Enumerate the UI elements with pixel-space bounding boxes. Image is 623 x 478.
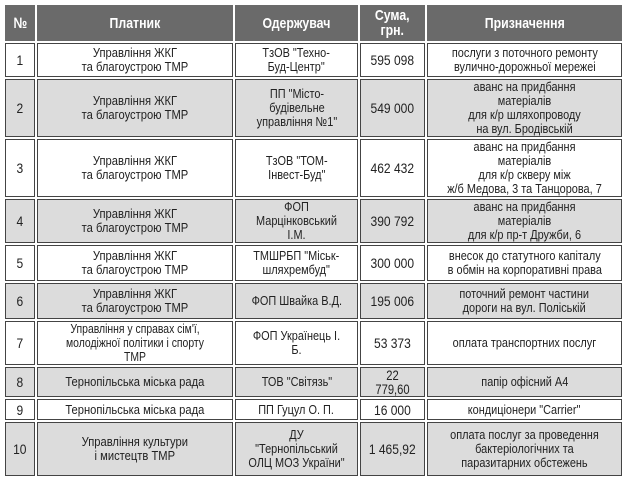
row-purpose: аванс на придбання матеріалів для к/р шляхопроводу на вул. Бродівській xyxy=(427,79,622,137)
table-row xyxy=(5,199,622,243)
row-recipient: ПП "Місто- будівельне управління №1" xyxy=(235,79,358,137)
row-amount: 595 098 xyxy=(360,43,425,77)
row-payer: Управління ЖКГ та благоустрою ТМР xyxy=(37,43,233,77)
row-purpose: аванс на придбання матеріалів для к/р пр-т Дружби, 6 xyxy=(427,199,622,243)
row-number: 2 xyxy=(5,79,35,137)
row-amount: 390 792 xyxy=(360,199,425,243)
table-row xyxy=(5,139,622,197)
table-row xyxy=(5,245,622,281)
row-purpose: послуги з поточного ремонту вулично-дорожньої мережеі xyxy=(427,43,622,77)
row-amount: 53 373 xyxy=(360,321,425,365)
table-row xyxy=(5,422,622,476)
table-row xyxy=(5,283,622,319)
table-row xyxy=(5,399,622,420)
row-amount: 549 000 xyxy=(360,79,425,137)
row-payer: Управління ЖКГ та благоустрою ТМР xyxy=(37,283,233,319)
table-row xyxy=(5,79,622,137)
row-payer: Управління у справах сім'ї, молодіжної політики і спорту ТМР xyxy=(37,321,233,365)
table-row xyxy=(5,321,622,365)
row-amount: 16 000 xyxy=(360,399,425,420)
row-recipient: ФОП Марцінковський І.М. xyxy=(235,199,358,243)
header-recipient: Одержувач xyxy=(235,5,358,41)
row-amount: 462 432 xyxy=(360,139,425,197)
row-number: 5 xyxy=(5,245,35,281)
row-amount: 195 006 xyxy=(360,283,425,319)
table-row xyxy=(5,367,622,397)
row-payer: Управління ЖКГ та благоустрою ТМР xyxy=(37,199,233,243)
row-number: 8 xyxy=(5,367,35,397)
row-purpose: папір офісний А4 xyxy=(427,367,622,397)
row-payer: Тернопільська міська рада xyxy=(37,399,233,420)
row-number: 1 xyxy=(5,43,35,77)
row-amount: 300 000 xyxy=(360,245,425,281)
row-amount: 22 779,60 xyxy=(360,367,425,397)
payments-table xyxy=(3,3,623,478)
header-number: № xyxy=(5,5,35,41)
row-purpose: внесок до статутного капіталу в обмін на корпоративні права xyxy=(427,245,622,281)
header-row xyxy=(5,5,622,41)
row-number: 4 xyxy=(5,199,35,243)
table-row xyxy=(5,43,622,77)
row-number: 6 xyxy=(5,283,35,319)
row-number: 9 xyxy=(5,399,35,420)
row-recipient: ТзОВ "ТОМ- Інвест-Буд" xyxy=(235,139,358,197)
row-recipient: ДУ "Тернопільський ОЛЦ МОЗ України" xyxy=(235,422,358,476)
row-recipient: ТОВ "Світязь" xyxy=(235,367,358,397)
row-payer: Управління культури і мистецтв ТМР xyxy=(37,422,233,476)
row-purpose: поточний ремонт частини дороги на вул. Поліській xyxy=(427,283,622,319)
row-payer: Управління ЖКГ та благоустрою ТМР xyxy=(37,245,233,281)
row-recipient: ТМШРБП "Міськ- шляхрембуд" xyxy=(235,245,358,281)
row-purpose: аванс на придбання матеріалів для к/р скверу між ж/б Медова, 3 та Танцорова, 7 xyxy=(427,139,622,197)
row-number: 10 xyxy=(5,422,35,476)
row-payer: Тернопільська міська рада xyxy=(37,367,233,397)
row-recipient: ПП Гуцул О. П. xyxy=(235,399,358,420)
row-recipient: ТзОВ "Техно- Буд-Центр" xyxy=(235,43,358,77)
row-amount: 1 465,92 xyxy=(360,422,425,476)
header-purpose: Призначення xyxy=(427,5,622,41)
row-payer: Управління ЖКГ та благоустрою ТМР xyxy=(37,139,233,197)
header-amount: Сума, грн. xyxy=(360,5,425,41)
row-number: 7 xyxy=(5,321,35,365)
row-purpose: оплата транспортних послуг xyxy=(427,321,622,365)
row-purpose: оплата послуг за проведення бактеріологічних та паразитарних обстежень xyxy=(427,422,622,476)
row-payer: Управління ЖКГ та благоустрою ТМР xyxy=(37,79,233,137)
header-payer: Платник xyxy=(37,5,233,41)
row-number: 3 xyxy=(5,139,35,197)
row-recipient: ФОП Швайка В.Д. xyxy=(235,283,358,319)
row-recipient: ФОП Українець І. Б. xyxy=(235,321,358,365)
row-purpose: кондиціонери "Carrier" xyxy=(427,399,622,420)
